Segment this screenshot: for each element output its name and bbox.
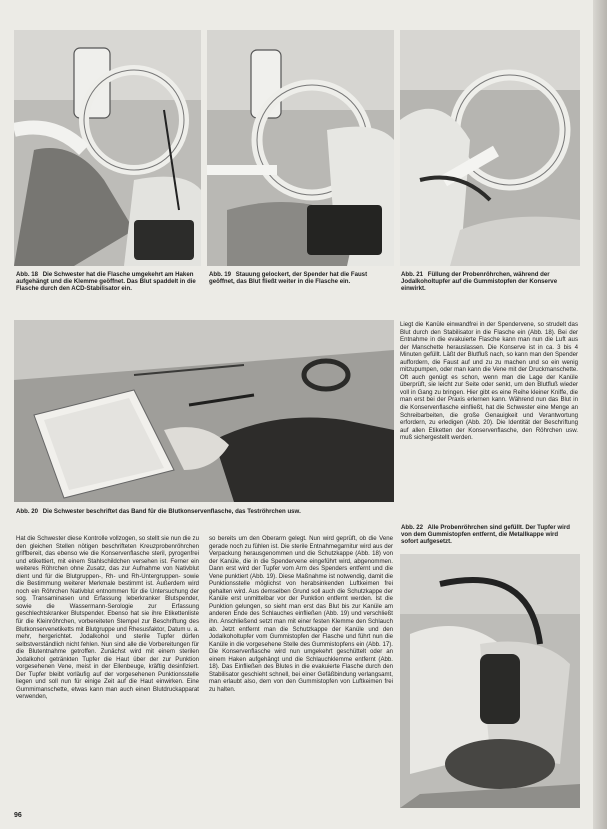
caption-abb19 bbox=[209, 271, 393, 285]
caption-abb22-text: Alle Probenröhrchen sind gefüllt. Der Tupfer wird von dem Gummistopfen entfernt, die Metallkappe wird sofort aufgesetzt. bbox=[401, 524, 570, 546]
paragraph-left-bottom: Hat die Schwester diese Kontrolle vollzogen, so stellt sie nun die zu den gleichen Stellen nötigen beschrifteten Kreuzprobenröhrchen griffbereit, das ebenso wie die Konservenflasche steril, pyrogenfrei und etikettiert, mit einem Stahlschildchen versehen ist. Ferner ein weiteres Röhrchen ohne Zusatz, das zur Aufnahme von Nativblut dient und für die Blutgruppen-, Rh- und Rh-Untergruppen- sowie die Bestimmung weiterer Merkmale bestimmt ist. Außerdem wird noch ein Röhrchen Nativblut entnommen für die Untersuchung der sog. Transaminasen und Erfassung leberkranker Blutspender, sowie die Wassermann-Serologie zur Erfassung geschlechtskranker Blutspender. Ebenso hat sie ihre Etikettenliste für die Kleinröhrchen, vorbereiteten Stempel zur Beschriftung des Blutkonservenetiketts mit Blutgruppe und Rhesusfaktor, Datum u. a. mehr, hergerichtet. Jodalkohol und sterile Tupfer dürfen selbstverständlich nicht fehlen. Nun sind alle die Vorbereitungen für die Blutentnahme getroffen. Zunächst wird mit einem sterilen Jodalkohol getränkten Tupfer die Haut über der zur Punktion vorgesehenen Vene, meist in der Ellenbeuge, kräftig desinfiziert. Der Tupfer bleibt vorläufig auf der vorgesehenen Punktionsstelle liegen und soll nun für einige Zeit auf die Haut einwirken. Eine Gummimanschette, etwas kann man auch einen Blutdruckapparat verwenden, bbox=[16, 535, 199, 701]
body-text-left-bottom bbox=[16, 535, 199, 805]
caption-abb22-label: Abb. 22 bbox=[401, 524, 424, 531]
caption-abb18 bbox=[16, 271, 200, 293]
photo-abb20 bbox=[14, 320, 394, 502]
caption-abb20 bbox=[16, 508, 392, 515]
caption-abb19-label: Abb. 19 bbox=[209, 271, 232, 278]
photo-abb18 bbox=[14, 30, 201, 266]
paragraph-mid-bottom: so bereits um den Oberarm gelegt. Nun wird geprüft, ob die Vene gerade noch zu fühlen ist. Die sterile Entnahmegarnitur wird aus der Verpackung herausgenommen und die Schutzkappe (Abb. 18) von der Kanüle, die in die Spendervene eingeführt wird, abgenommen. Dann erst wird der Tupfer vom Arm des Spenders entfernt und die Vene punktiert (Abb. 19). Diese Maßnahme ist notwendig, damit die Punktionsstelle möglichst von herabsinkenden Luftkeimen frei gehalten wird. Aus demselben Grund soll auch die Schutzkappe der Kanüle erst unmittelbar vor der Punktion entfernt werden. Ist die Punktion gelungen, so sieht man erst das Blut bis zur Kanüle am anderen Ende des Schlauches einfließen (Abb. 19) und verschließt ihn. Anschließend setzt man mit einer festen Klemme den Schlauch ab. Jetzt entfernt man die Schutzkappe der Kanüle und den Jodalkoholtupfer vom Gummistopfen der Flasche und führt nun die Kanüle in die vorgesehene Stelle des Gummistopfens ein (Abb. 17). Die Konservenflasche wird nun umgekehrt geschüttelt oder an einem Haken aufgehängt und die Schlauchklemme entfernt (Abb. 18). Das Einfließen des Blutes in die evakuierte Flasche durch den Stabilisator geschieht schnell, bei einer Gefäßbindung verlangsamt, man erlaubt also, dem von den Gummistopfen von Luftkeimen frei zu halten. bbox=[209, 535, 393, 693]
caption-abb20-label: Abb. 20 bbox=[16, 508, 39, 515]
caption-abb18-text: Die Schwester hat die Flasche umgekehrt am Haken aufgehängt und die Klemme geöffnet. Das Blut spaddelt in die Flasche durch den ACD-Stabilisator ein. bbox=[16, 271, 196, 293]
photo-abb21 bbox=[400, 30, 580, 266]
caption-abb21-label: Abb. 21 bbox=[401, 271, 424, 278]
photo-abb21-image bbox=[400, 30, 580, 266]
paragraph-right-top: Liegt die Kanüle einwandfrei in der Spendervene, so strudelt das Blut durch den Stabilisator in die Flasche ein (Abb. 18). Bei der Entnahme in die evakuierte Flasche kann man nun die Luft aus der Manschette herauslassen. Die Konserve ist in ca. 3 bis 4 Minuten gefüllt. Läßt der Blutfluß nach, so kann man den Spender auffordern, die Faust auf und zu zu machen und so ein wenig mitzupumpen, oder man kann die Vene mit der Druckmanschette. Oft auch genügt es schon, wenn man die Lage der Kanüle überprüft, sie leicht zur Seite oder senkt, um den Blutfluß wieder voll in Gang zu bringen. Hier gibt es eine Reihe kleiner Kniffe, die man erst bei der Praxis erlernen kann. Während nun das Blut in die Konservenflasche einfließt, hat die Schwester eine Menge an Schreibarbeiten, die große Genauigkeit und Verantwortung erfordern, zu erledigen (Abb. 20). Die Identität der Beschriftung auf allen Etiketten der Konservenflasche, den Röhrchen usw. muß sichergestellt werden. bbox=[400, 321, 578, 442]
photo-abb22 bbox=[400, 554, 580, 808]
photo-abb18-image bbox=[14, 30, 201, 266]
body-text-mid-bottom bbox=[209, 535, 393, 805]
page-spine-shadow bbox=[593, 0, 607, 829]
caption-abb18-label: Abb. 18 bbox=[16, 271, 39, 278]
page-number: 96 bbox=[14, 812, 22, 819]
photo-abb22-image bbox=[400, 554, 580, 808]
photo-abb20-image bbox=[14, 320, 394, 502]
caption-abb19-text: Stauung gelockert, der Spender hat die Faust geöffnet, das Blut fließt weiter in die Flasche ein. bbox=[209, 271, 368, 286]
photo-abb19 bbox=[207, 30, 394, 266]
caption-abb22 bbox=[401, 524, 577, 546]
caption-abb21 bbox=[401, 271, 577, 293]
photo-abb19-image bbox=[207, 30, 394, 266]
caption-abb21-text: Füllung der Probenröhrchen, während der Jodalkoholtupfer auf die Gummistopfen der Konserve einwirkt. bbox=[401, 271, 558, 293]
body-text-right-top bbox=[400, 321, 578, 517]
caption-abb20-text: Die Schwester beschriftet das Band für die Blutkonservenflasche, das Teströhrchen usw. bbox=[42, 508, 301, 515]
